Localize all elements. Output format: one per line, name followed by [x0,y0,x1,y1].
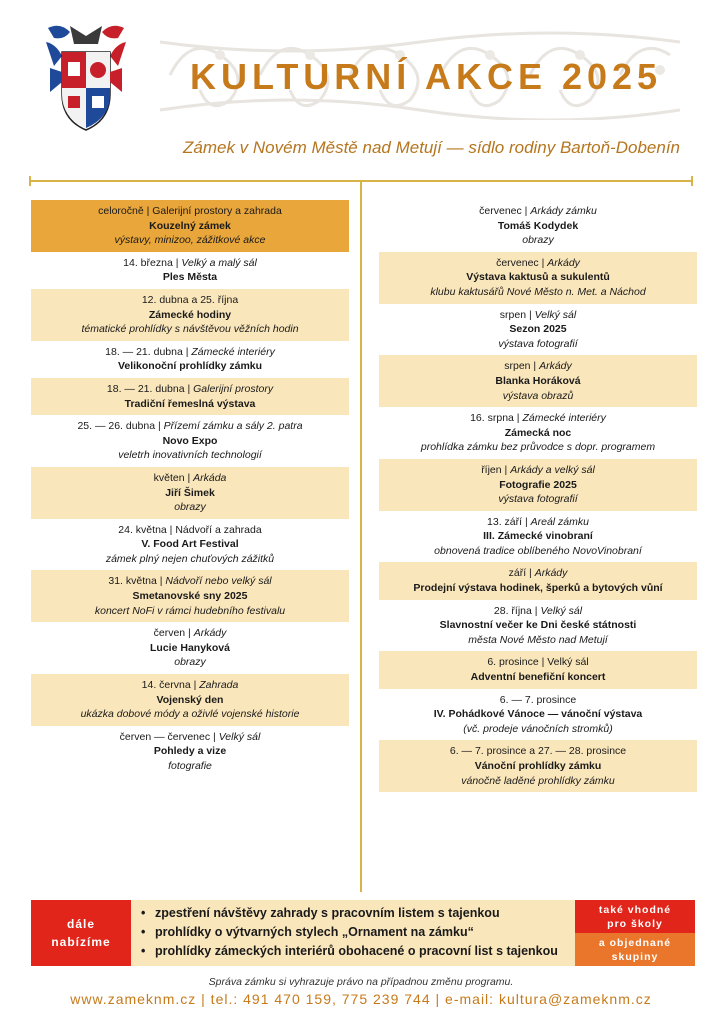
event-description: prohlídka zámku bez průvodce s dopr. programem [420,441,656,454]
event-name: Sezon 2025 [509,323,567,336]
bullet-icon: • [141,906,146,920]
separator: | [526,567,535,580]
event-name: Slavnostní večer ke Dni české státnosti [439,619,637,632]
offer-item [141,923,575,942]
event-item [31,467,349,519]
events-left-column [31,200,349,778]
separator: | [156,575,166,588]
event-date: srpen [499,308,527,321]
column-divider [360,182,362,892]
separator: | [155,420,164,433]
header [0,0,722,180]
event-name: III. Zámecké vinobraní [483,530,593,543]
event-date: září [508,567,527,580]
event-date-place [37,574,343,589]
event-date: červen [153,627,186,640]
event-place: Galerijní prostory a zahrada [152,205,282,217]
event-item [379,511,697,563]
event-place: Galerijní prostory [193,382,274,395]
event-date: 6. prosince [487,656,539,669]
separator: | [522,515,531,528]
event-place: Arkády [547,256,580,269]
offers-list [131,900,575,966]
groups-line1: a objednané [598,936,672,949]
event-description: ukázka dobové módy a oživlé vojenské historie [80,708,300,721]
footer-note: Správa zámku si vyhrazuje právo na případnou změnu programu. [208,976,514,988]
event-description: tématické prohlídky s návštěvou věžních hodin [81,323,299,336]
event-description: obrazy [174,656,206,669]
event-name: Pohledy a vize [153,745,227,758]
separator: | [513,412,523,425]
event-date: červenec [479,205,522,217]
event-place: Arkády [539,360,572,373]
event-date: říjen [481,463,502,476]
event-date: 25. — 26. dubna [77,420,156,433]
offer-text: prohlídky o výtvarných stylech „Ornament na zámku“ [155,925,474,939]
event-place: Přízemí zámku a sály 2. patra [163,420,303,433]
event-name: Jiří Šimek [165,486,215,499]
event-date: 6. — 7. prosince [499,693,577,706]
event-name: Velikonoční prohlídky zámku [117,360,263,373]
event-date: 18. — 21. dubna [105,345,183,358]
groups-line2: skupiny [611,950,659,963]
event-date-place [385,604,691,619]
schools-badge [575,900,695,933]
event-place: Areál zámku [530,515,589,528]
event-place: Velký sál [218,730,261,743]
event-description: výstava obrazů [502,389,574,402]
event-date-place [385,693,691,708]
footer-contact: www.zameknm.cz | tel.: 491 470 159, 775 239 744 | e-mail: kultura@zameknm.cz [70,991,652,1007]
event-date: 6. — 7. prosince a 27. — 28. prosince [449,745,627,758]
event-item [379,689,697,741]
event-name: Vánoční prohlídky zámku [474,760,602,772]
separator: | [501,463,511,476]
event-date: 13. září [487,515,523,528]
offers-label-line2: nabízíme [51,935,111,949]
separator: | [182,345,192,358]
separator: | [530,360,540,373]
event-item [31,289,349,341]
event-item [379,600,697,652]
event-date: 24. května [118,523,167,536]
event-description: klubu kaktusářů Nové Město n. Met. a Náchod [430,285,646,298]
event-date-place [37,345,343,360]
event-place: Velký a malý sál [181,256,257,269]
event-date: 28. října [493,604,532,617]
event-place: Velký sál [534,308,577,321]
page-subtitle: Zámek v Novém Městě nad Metují — sídlo rodiny Bartoň-Dobenín [183,138,680,157]
separator: | [538,656,548,669]
event-name: Zámecké hodiny [148,308,232,321]
event-date: 12. dubna a 25. října [141,293,239,306]
event-date-place [385,515,691,530]
event-description: obrazy [174,501,206,514]
separator: | [143,205,153,217]
event-name: Prodejní výstava hodinek, šperků a bytových vůní [413,582,663,595]
event-date-place [385,308,691,323]
event-name: Lucie Hanyková [150,641,230,654]
event-item [379,304,697,356]
event-date-place [37,730,343,745]
separator: | [538,256,548,269]
event-date: 14. března [123,256,173,269]
event-name: Adventní benefiční koncert [470,671,606,684]
event-name: Tradiční řemeslná výstava [124,397,256,410]
event-date: srpen [504,360,531,373]
event-item [379,407,697,459]
event-description: veletrh inovativních technologií [118,449,262,462]
event-date-place [385,411,691,426]
event-date: 31. května [108,575,157,588]
event-place: Nádvoří nebo velký sál [165,575,272,588]
event-name: V. Food Art Festival [141,538,239,551]
event-item [379,459,697,511]
schools-line1: také vhodné [598,903,672,916]
event-date-place [37,204,343,219]
separator: | [184,382,194,395]
event-date-place [385,744,691,759]
event-date-place [37,382,343,397]
event-place: Nádvoří a zahrada [175,523,262,536]
event-item [379,562,697,599]
event-date: 16. srpna [470,412,514,425]
event-item [31,252,349,289]
schools-line2: pro školy [607,917,663,930]
event-place: Zámecké interiéry [191,345,275,358]
event-name: Vojenský den [156,693,224,706]
event-date: červen — červenec [119,730,211,743]
event-name: Blanka Horáková [495,374,581,387]
event-item [379,355,697,407]
bullet-icon: • [141,925,146,939]
event-item [379,200,697,252]
event-description: výstava fotografií [498,493,578,506]
groups-badge [575,933,695,966]
event-name: Kouzelný zámek [149,219,231,232]
event-place: Zahrada [199,679,239,692]
event-description: vánočně laděné prohlídky zámku [461,774,615,787]
event-name: Tomáš Kodydek [497,219,579,232]
event-place: Zámecké interiéry [522,412,606,425]
separator: | [531,604,541,617]
event-description: výstava fotografií [498,337,578,350]
event-date-place [37,678,343,693]
event-description: (vč. prodeje vánočních stromků) [463,722,613,735]
event-date-place [37,256,343,271]
event-date-place [385,204,691,219]
divider-cap-left [29,176,31,186]
offers-label [31,900,131,966]
event-name: Smetanovské sny 2025 [132,590,248,603]
offer-text: prohlídky zámeckých interiérů obohacené o pracovní list s tajenkou [155,944,558,958]
event-item [31,674,349,726]
event-item [31,415,349,467]
separator: | [172,256,182,269]
event-item [31,519,349,571]
event-date-place [385,655,691,670]
separator: | [521,205,531,217]
offer-item [141,942,575,961]
event-date-place [37,523,343,538]
event-description: koncert NoFi v rámci hudebního festivalu [94,604,286,617]
event-place: Arkády [534,567,568,580]
event-item [31,378,349,415]
event-name: Ples Města [162,271,218,284]
event-place: Arkáda [193,471,227,484]
offer-text: zpestření návštěvy zahrady s pracovním listem s tajenkou [155,906,500,920]
event-description: výstavy, minizoo, zážitkové akce [114,234,266,247]
event-item [31,341,349,378]
events-right-column [379,200,697,792]
event-item [379,252,697,304]
event-item [31,200,349,252]
separator: | [185,627,194,640]
event-date: 18. — 21. dubna [106,382,185,395]
separator: | [526,308,535,321]
event-item [31,726,349,778]
event-description: obnovená tradice oblíbeného NovoVinobraní [434,544,642,557]
offers-section [31,900,695,966]
event-description: obrazy [522,234,554,247]
divider-cap-right [691,176,693,186]
event-item [379,740,697,792]
bullet-icon: • [141,944,146,958]
separator: | [210,730,219,743]
event-description: zámek plný nejen chuťových zážitků [105,552,275,565]
event-date: květen [153,471,185,484]
event-date-place [385,566,691,581]
event-item [379,651,697,688]
event-date-place [37,419,343,434]
separator: | [184,471,194,484]
event-place: Arkády [193,627,227,640]
event-date-place [37,293,343,308]
event-place: Arkády zámku [530,205,597,217]
coat-of-arms-logo [40,22,132,134]
event-name: Fotografie 2025 [499,478,577,491]
offers-label-line1: dále [66,917,95,931]
separator: | [190,679,200,692]
event-name: Novo Expo [162,434,218,447]
event-date-place [37,626,343,641]
event-name: Zámecká noc [504,426,572,439]
event-date-place [385,359,691,374]
event-date-place [385,463,691,478]
event-description: fotografie [168,760,212,772]
event-date: celoročně [98,205,144,217]
offer-item [141,904,575,923]
page-title: KULTURNÍ AKCE 2025 [190,56,663,97]
event-place: Velký sál [547,656,589,669]
event-date: červenec [496,256,539,269]
event-date: 14. června [141,679,191,692]
event-description: města Nové Město nad Metují [468,633,608,646]
event-name: Výstava kaktusů a sukulentů [466,271,610,284]
event-item [31,622,349,674]
event-item [31,570,349,622]
event-date-place [37,471,343,486]
separator: | [166,523,176,536]
event-name: IV. Pohádkové Vánoce — vánoční výstava [433,708,643,721]
event-place: Arkády a velký sál [510,463,595,476]
event-date-place [385,256,691,271]
event-place: Velký sál [540,604,583,617]
